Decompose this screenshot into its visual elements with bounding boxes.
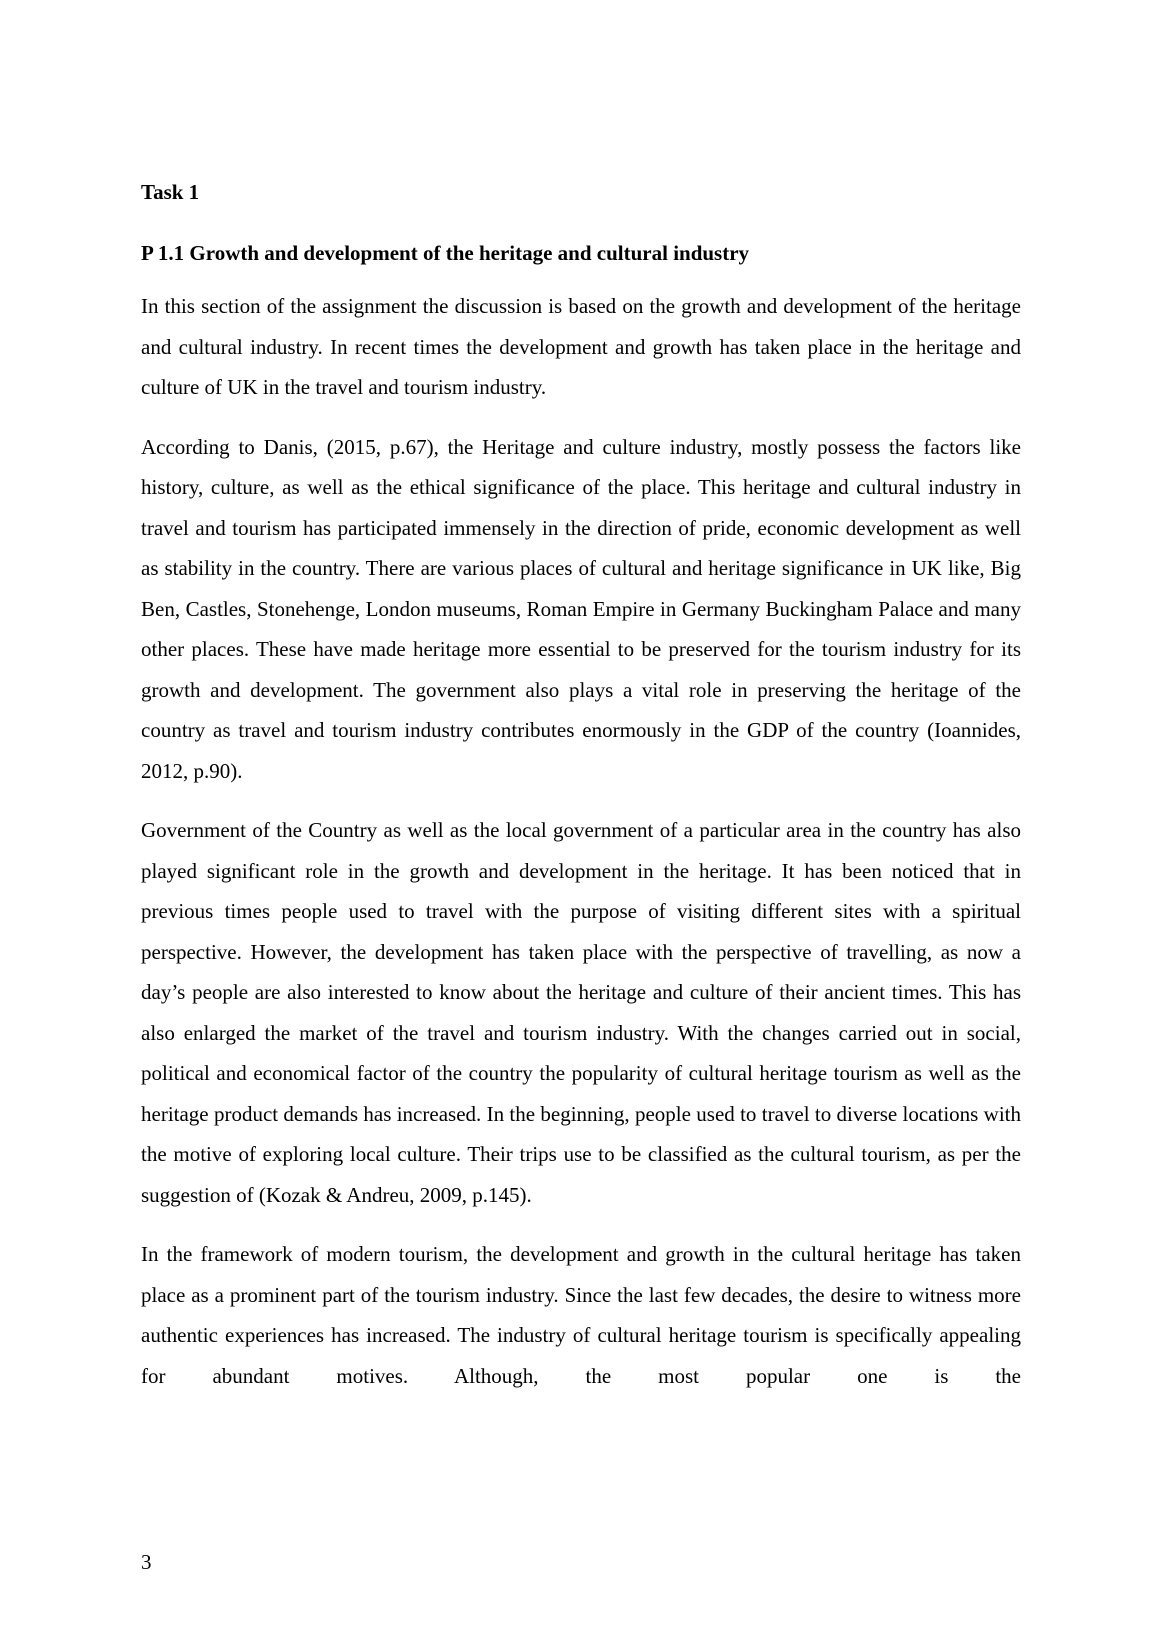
section-heading: P 1.1 Growth and development of the heritage and cultural industry — [141, 241, 750, 265]
page-number: 3 — [141, 1550, 152, 1574]
paragraph-government: Government of the Country as well as the local government of a particular area in the country has also played significant role in the growth and development in the heritage. It has been noticed that in previous times people used to travel with the purpose of visiting different sites with a spiritual perspective. However, the development has taken place with the perspective of travelling, as now a day’s people are also interested to know about the heritage and culture of their ancient times. This has also enlarged the market of the travel and tourism industry. With the changes carried out in social, political and economical factor of the country the popularity of cultural heritage tourism as well as the heritage product demands has increased. In the beginning, people used to travel to diverse locations with the motive of exploring local culture. Their trips use to be classified as the cultural tourism, as per the suggestion of (Kozak & Andreu, 2009, p.145). — [141, 818, 1021, 1207]
paragraph-intro: In this section of the assignment the discussion is based on the growth and development of the heritage and cultural industry. In recent times the development and growth has taken place in the heritage and culture of UK in the travel and tourism industry. — [141, 294, 1021, 399]
paragraph-modern-tourism: In the framework of modern tourism, the development and growth in the cultural heritage has taken place as a prominent part of the tourism industry. Since the last few decades, the desire to witness more authentic experiences has increased. The industry of cultural heritage tourism is specifically appealing for abundant motives. Although, the most popular one is the — [141, 1242, 1021, 1388]
task-heading: Task 1 — [141, 180, 200, 204]
paragraph-danis: According to Danis, (2015, p.67), the Heritage and culture industry, mostly possess the factors like history, culture, as well as the ethical significance of the place. This heritage and cultural industry in travel and tourism has participated immensely in the direction of pride, economic development as well as stability in the country. There are various places of cultural and heritage significance in UK like, Big Ben, Castles, Stonehenge, London museums, Roman Empire in Germany Buckingham Palace and many other places. These have made heritage more essential to be preserved for the tourism industry for its growth and development. The government also plays a vital role in preserving the heritage of the country as travel and tourism industry contributes enormously in the GDP of the country (Ioannides, 2012, p.90). — [141, 434, 1021, 783]
page-content — [141, 178, 1021, 1415]
